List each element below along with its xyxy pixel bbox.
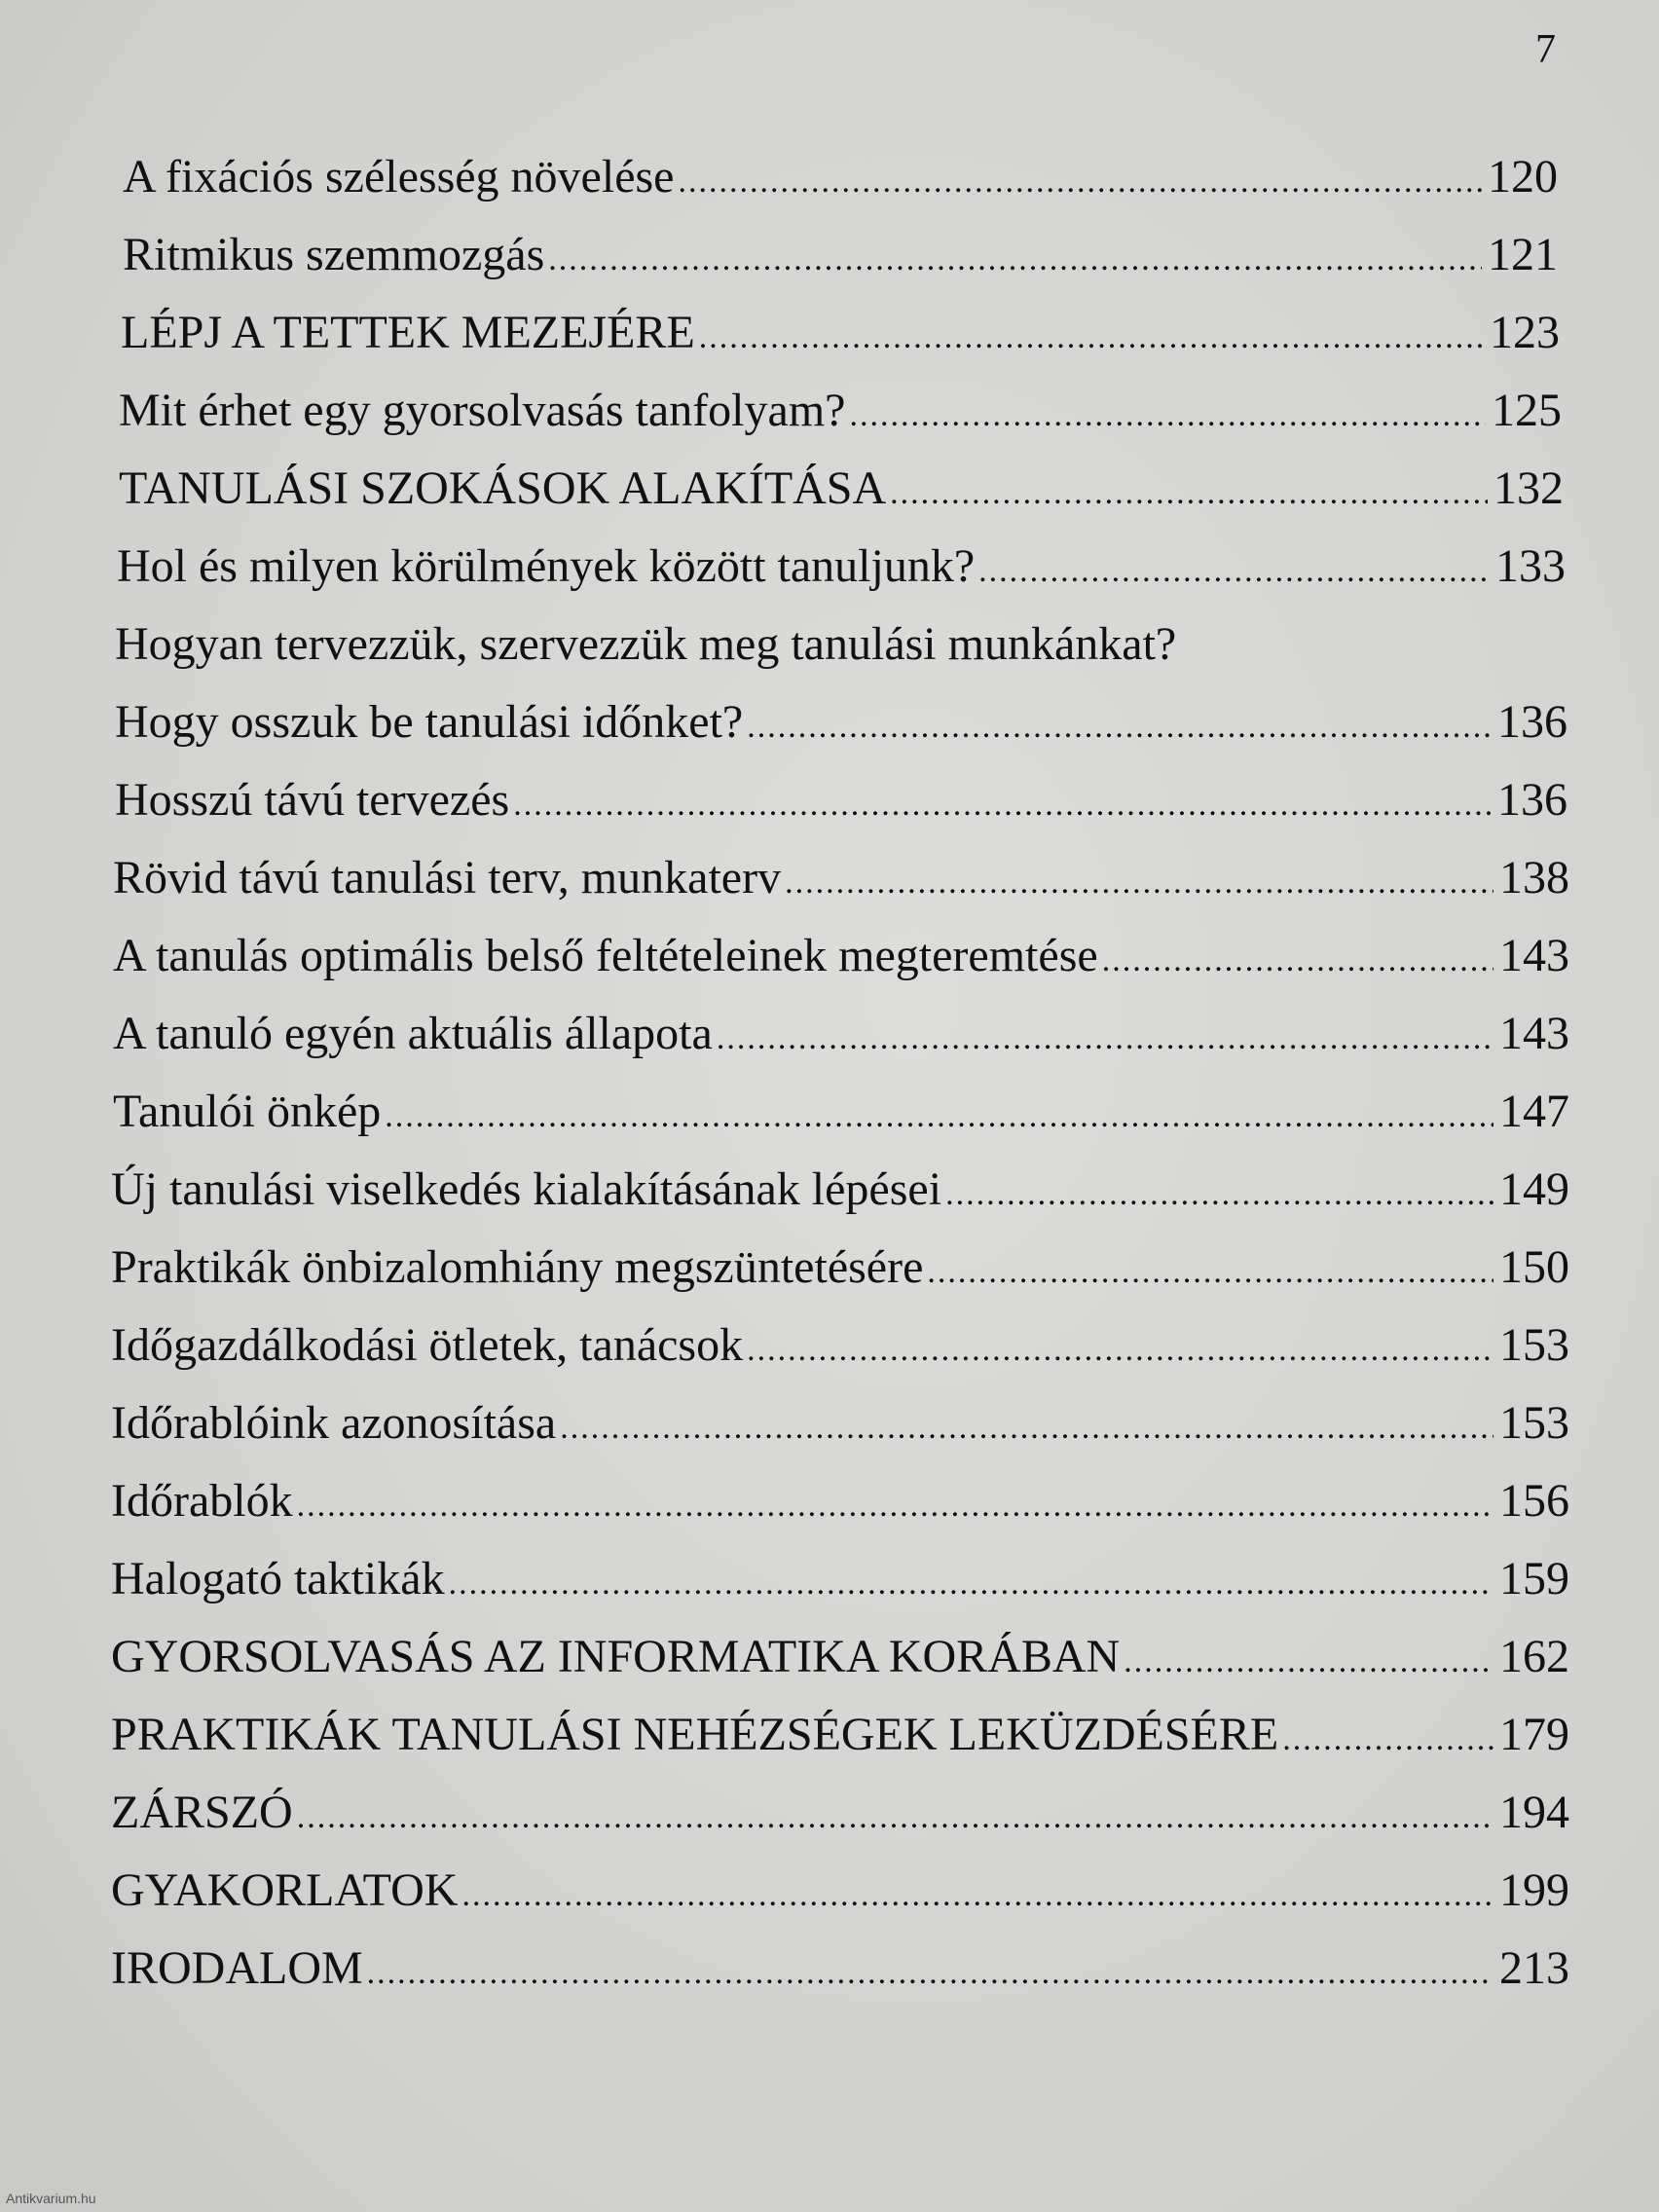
toc-entry-title: GYAKORLATOK <box>111 1864 459 1916</box>
toc-entry-title: Rövid távú tanulási terv, munkaterv <box>113 852 782 903</box>
toc-entry-page: 153 <box>1499 1319 1569 1371</box>
toc-entry <box>111 1236 1569 1299</box>
toc-entry-title: ZÁRSZÓ <box>111 1787 293 1838</box>
toc-entry-page: 125 <box>1492 385 1562 436</box>
toc-entry-title: A fixációs szélesség növelése <box>123 151 675 203</box>
toc-leader-dots <box>1282 1709 1493 1771</box>
toc-entry-page: 133 <box>1495 540 1566 592</box>
toc-entry-title: Hol és milyen körülmények között tanuljunk? <box>117 540 976 592</box>
toc-entry-title: Hosszú távú tervezés <box>115 774 510 826</box>
toc-entry-title: Praktikák önbizalomhiány megszüntetésére <box>111 1241 924 1293</box>
toc-entry-page: 136 <box>1497 696 1567 748</box>
toc-entry <box>117 535 1566 598</box>
toc-leader-dots <box>367 1942 1493 2005</box>
toc-entry-page: 194 <box>1499 1787 1569 1838</box>
toc-leader-dots <box>548 229 1482 291</box>
toc-entry <box>111 1782 1569 1844</box>
toc-entry-page: 120 <box>1488 151 1558 203</box>
toc-entry-title: A tanulás optimális belső feltételeinek megteremtése <box>113 930 1098 981</box>
toc-entry-title: Hogyan tervezzük, szervezzük meg tanulási munkánkat? <box>115 618 1177 670</box>
toc-entry-page: 123 <box>1490 307 1560 358</box>
toc-entry-title: Tanulói önkép <box>113 1086 382 1137</box>
toc-entry-page: 162 <box>1499 1631 1569 1682</box>
toc-leader-dots <box>747 1319 1493 1382</box>
toc-leader-dots <box>461 1864 1493 1927</box>
toc-entry <box>111 1159 1569 1221</box>
page-number: 7 <box>1535 27 1556 72</box>
toc-entry <box>111 1392 1569 1455</box>
toc-leader-dots <box>785 852 1493 914</box>
toc-entry-page: 132 <box>1493 462 1564 514</box>
toc-entry-title: A tanuló egyén aktuális állapota <box>113 1008 713 1059</box>
toc-entry-page: 143 <box>1499 930 1569 981</box>
toc-entry <box>115 691 1567 754</box>
toc-entry-title: TANULÁSI SZOKÁSOK ALAKÍTÁSA <box>119 462 887 514</box>
toc-leader-dots <box>945 1163 1493 1226</box>
toc-entry-title: Hogy osszuk be tanulási időnket? <box>115 696 744 748</box>
toc-entry <box>121 302 1560 364</box>
toc-leader-dots <box>1102 930 1493 992</box>
watermark: Antikvarium.hu <box>6 2191 96 2206</box>
toc-leader-dots <box>297 1475 1493 1537</box>
toc-entry-title: Időrablóink azonosítása <box>111 1397 557 1449</box>
toc-entry <box>111 1860 1569 1922</box>
toc-leader-dots <box>513 774 1492 836</box>
toc-entry-title: Halogató taktikák <box>111 1553 445 1604</box>
toc-leader-dots <box>747 696 1492 758</box>
toc-entry-page: 138 <box>1499 852 1569 903</box>
toc-entry-title: LÉPJ A TETTEK MEZEJÉRE <box>121 307 695 358</box>
toc-leader-dots <box>978 540 1490 603</box>
toc-entry <box>113 1081 1569 1143</box>
toc-entry-page: 143 <box>1499 1008 1569 1059</box>
toc-entry <box>119 380 1562 442</box>
toc-leader-dots <box>385 1086 1493 1148</box>
toc-entry <box>115 769 1567 831</box>
toc-entry <box>115 613 1566 676</box>
toc-leader-dots <box>1124 1631 1493 1693</box>
toc-entry <box>111 1470 1569 1532</box>
toc-entry-title: Új tanulási viselkedés kialakításának lépései <box>111 1163 942 1215</box>
toc-entry-title: IRODALOM <box>111 1942 363 1994</box>
toc-entry <box>113 1003 1569 1065</box>
toc-entry <box>113 847 1569 909</box>
toc-entry-page: 153 <box>1499 1397 1569 1449</box>
toc-entry-title: Időgazdálkodási ötletek, tanácsok <box>111 1319 744 1371</box>
toc-entry-page: 213 <box>1499 1942 1569 1994</box>
toc-entry <box>123 146 1558 208</box>
toc-entry <box>113 925 1569 987</box>
toc-entry <box>111 1548 1569 1610</box>
toc-entry-page: 179 <box>1499 1709 1569 1760</box>
toc-entry-page: 121 <box>1488 229 1558 280</box>
toc-leader-dots <box>890 462 1488 525</box>
toc-leader-dots <box>560 1397 1493 1459</box>
toc-entry-page: 150 <box>1499 1241 1569 1293</box>
toc-entry-title: Mit érhet egy gyorsolvasás tanfolyam? <box>119 385 846 436</box>
toc-entry-page: 147 <box>1499 1086 1569 1137</box>
toc-leader-dots <box>449 1553 1493 1615</box>
toc-entry-title: PRAKTIKÁK TANULÁSI NEHÉZSÉGEK LEKÜZDÉSÉRE <box>111 1709 1279 1760</box>
toc-leader-dots <box>717 1008 1493 1070</box>
toc-entry-page: 199 <box>1499 1864 1569 1916</box>
toc-leader-dots <box>678 151 1482 213</box>
toc-entry-page: 156 <box>1499 1475 1569 1527</box>
toc-entry-page: 159 <box>1499 1553 1569 1604</box>
toc-entry-title: Ritmikus szemmozgás <box>123 229 545 280</box>
toc-entry <box>111 1626 1569 1688</box>
toc-leader-dots <box>849 385 1486 447</box>
toc-entry-title: Időrablók <box>111 1475 293 1527</box>
toc-entry-page: 136 <box>1497 774 1567 826</box>
toc-entry-title: GYORSOLVASÁS AZ INFORMATIKA KORÁBAN <box>111 1631 1121 1682</box>
toc-entry <box>111 1937 1569 2000</box>
toc-entry-page: 149 <box>1499 1163 1569 1215</box>
toc-leader-dots <box>297 1787 1493 1849</box>
toc-entry <box>111 1704 1569 1766</box>
toc-leader-dots <box>927 1241 1493 1304</box>
toc-leader-dots <box>699 307 1484 369</box>
toc-entry <box>123 224 1558 286</box>
toc-entry <box>119 458 1564 520</box>
toc-entry <box>111 1314 1569 1377</box>
